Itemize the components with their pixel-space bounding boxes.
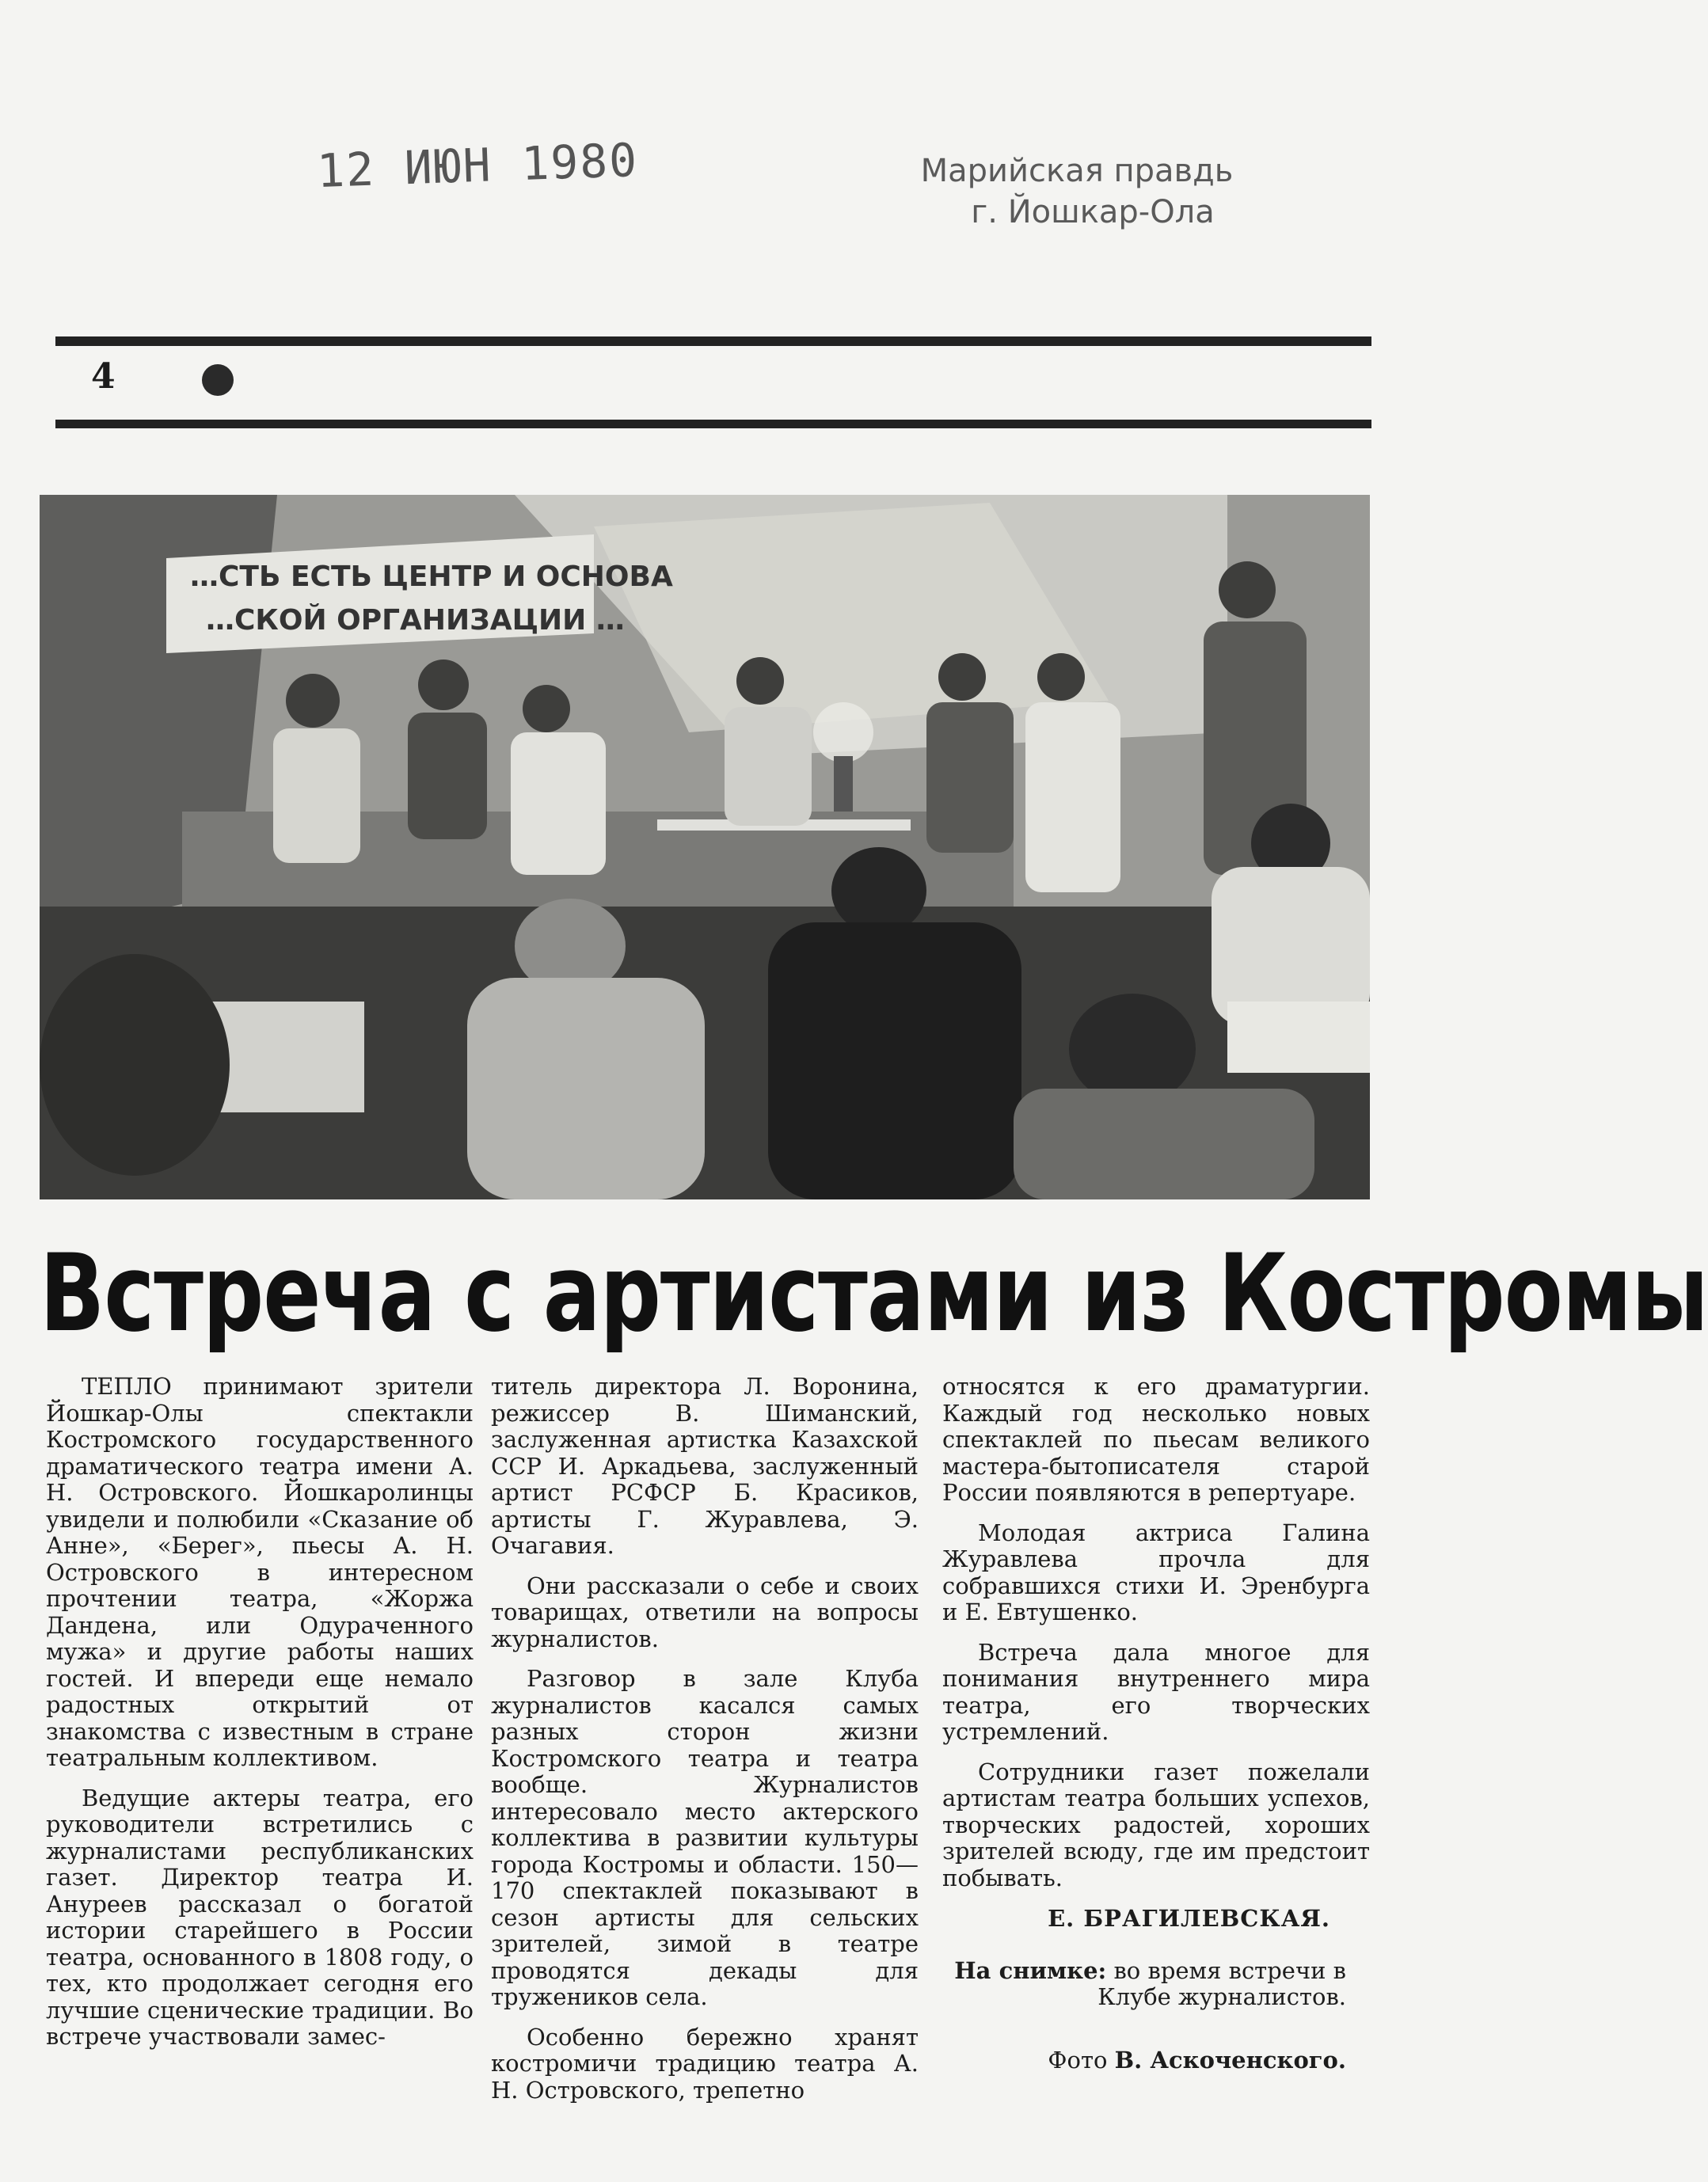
paragraph: относятся к его драматургии. Каждый год несколько новых спектаклей по пьесам великого мастера-бытописателя старой России появляются в репертуаре. [942, 1373, 1370, 1506]
caption-text: во время встречи в Клубе журналистов. [1097, 1956, 1346, 2010]
newspaper-city: г. Йошкар-Ола [971, 194, 1215, 230]
credit-name: В. Аскоченского. [1114, 2046, 1346, 2074]
banner-text-line-2: …СКОЙ ОРГАНИЗАЦИИ … [206, 604, 625, 637]
article-column-3 [942, 1374, 1370, 2074]
credit-prefix: Фото [1048, 2046, 1115, 2074]
newspaper-stamp [863, 150, 1291, 233]
article-headline: Встреча с артистами из Костромы [40, 1232, 1708, 1356]
article-column-1 [46, 1374, 474, 2064]
paragraph: титель директора Л. Воронина, режиссер В. Шиманский, заслуженная артистка Казахской ССР И. Аркадьева, заслуженный артист РСФСР Б. Красиков, артисты Г. Журавлева, Э. Очагавия. [491, 1373, 919, 1559]
paragraph: Ведущие актеры театра, его руководители встретились с журналистами республиканских газет. Директор театра И. Ануреев рассказал о богатой истории старейшего в России театра, основанного в 1808 году, о тех, кто продолжает сегодня его лучшие сценические традиции. Во встрече участвовали замес- [46, 1784, 474, 2050]
paragraph: ТЕПЛО принимают зрители Йошкар-Олы спектакли Костромского государственного драматического театра имени А. Н. Островского. Йошкаролинцы увидели и полюбили «Сказание об Анне», «Берег», пьесы А. Н. Островского в интересном прочтении театра, «Жоржа Дандена, или Одураченного мужа» и другие работы наших гостей. И впереди еще немало радостных открытий от знакомства с известным в стране театральным коллективом. [46, 1373, 474, 1771]
top-rule [55, 336, 1371, 346]
meeting-photo [40, 495, 1370, 1199]
page-number: 4 [91, 356, 116, 397]
photo-credit [942, 2047, 1346, 2074]
bottom-rule [55, 420, 1371, 428]
article-author: Е. БРАГИЛЕВСКАЯ. [1048, 1905, 1330, 1932]
paragraph: Особенно бережно хранят костромичи традицию театра А. Н. Островского, трепетно [491, 2023, 919, 2104]
paragraph: Встреча дала многое для понимания внутреннего мира театра, его творческих устремлений. [942, 1638, 1370, 1745]
paragraph: Разговор в зале Клуба журналистов касался самых разных сторон жизни Костромского театра и театра вообще. Журналистов интересовало место актерского коллектива в развитии культуры города Костромы и области. 150—170 спектаклей показывают в сезон артисты для сельских зрителей, зимой в театре проводятся декады для тружеников села. [491, 1665, 919, 2010]
paragraph: Они рассказали о себе и своих товарищах, ответили на вопросы журналистов. [491, 1572, 919, 1652]
meeting-photo-drawing [40, 495, 1370, 1199]
paragraph: Сотрудники газет пожелали артистам театра больших успехов, творческих радостей, хороших зрителей всюду, где им предстоит побывать. [942, 1758, 1370, 1891]
date-stamp: 12 ИЮН 1980 [315, 132, 640, 199]
article-column-2 [491, 1374, 919, 2117]
banner-text-line-1: …СТЬ ЕСТЬ ЦЕНТР И ОСНОВА [190, 561, 673, 593]
newspaper-name: Марийская правдь [920, 153, 1234, 189]
bullet-icon [202, 364, 234, 396]
caption-label: На снимке: [954, 1956, 1107, 1984]
photo-caption [942, 1958, 1346, 2011]
paragraph: Молодая актриса Галина Журавлева прочла для собравшихся стихи И. Эренбурга и Е. Евтушенко. [942, 1519, 1370, 1625]
